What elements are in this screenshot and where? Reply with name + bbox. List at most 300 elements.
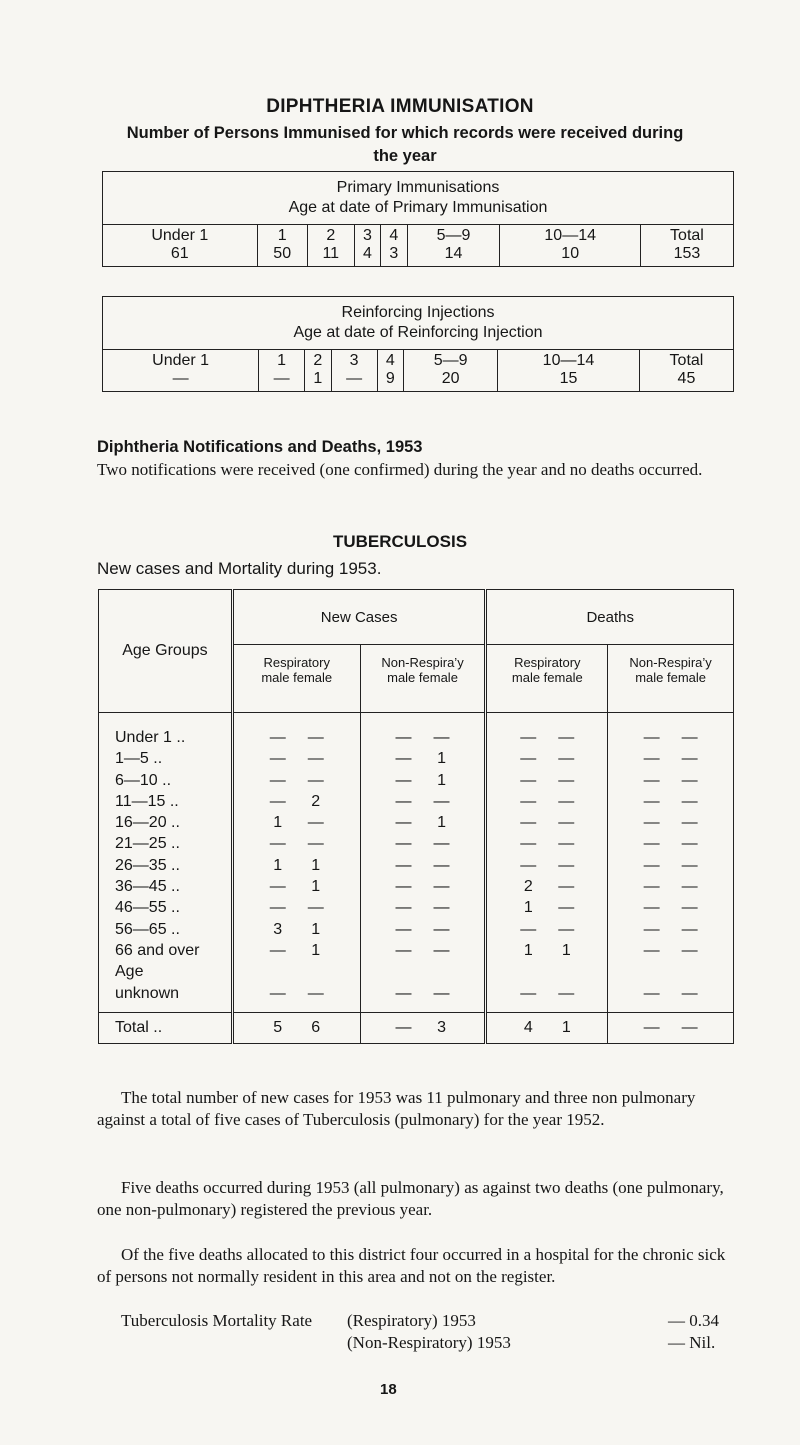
male-value: — — [520, 814, 537, 832]
female-value: 1 — [311, 920, 321, 938]
female-value: — — [681, 750, 698, 768]
primary-table-caption — [103, 172, 734, 225]
male-value: — — [269, 899, 286, 917]
table-row — [99, 983, 734, 1004]
male-female-pair — [487, 983, 607, 1004]
male-value: — — [269, 835, 286, 853]
subheader-label: Respiratory — [263, 655, 330, 670]
table-cell — [232, 897, 360, 918]
table-cell — [486, 727, 608, 748]
female-value: — — [307, 814, 324, 832]
table-cell — [608, 748, 734, 769]
subheader-sexes: male female — [635, 670, 706, 685]
table-cell — [232, 983, 360, 1004]
total-value: 4 — [523, 1018, 533, 1036]
table-cell — [608, 791, 734, 812]
caption-line: Age at date of Reinforcing Injection — [293, 324, 543, 341]
female-value: — — [681, 856, 698, 874]
table-cell — [608, 855, 734, 876]
table-cell — [486, 855, 608, 876]
table-cell — [486, 919, 608, 940]
deaths-resp-subheader — [486, 645, 608, 713]
table-row — [99, 940, 734, 961]
notifications-text: Two notifications were received (one confirmed) during the year and no deaths occurred. — [97, 460, 703, 479]
mortality-label: Tuberculosis Mortality Rate — [121, 1311, 313, 1330]
table-cell — [486, 940, 608, 961]
table-cell — [232, 791, 360, 812]
male-female-pair — [487, 876, 607, 897]
female-value: — — [681, 920, 698, 938]
male-female-pair — [234, 940, 360, 961]
table-cell — [360, 727, 486, 748]
female-value: — — [307, 899, 324, 917]
mortality-resp-value: — 0.34 — [668, 1311, 719, 1330]
male-female-pair — [608, 791, 733, 812]
total-cell — [360, 1012, 486, 1043]
male-value: — — [395, 920, 412, 938]
primary-header-row — [103, 225, 734, 246]
value-cell: 153 — [640, 245, 733, 267]
table-row — [99, 748, 734, 769]
table-row — [99, 897, 734, 918]
male-female-pair — [234, 833, 360, 854]
male-value: — — [643, 878, 660, 896]
mortality-nonresp-label: (Non-Respiratory) 1953 — [347, 1333, 511, 1352]
female-value: — — [681, 814, 698, 832]
male-value: — — [395, 729, 412, 746]
subheader-sexes: male female — [261, 670, 333, 685]
female-value: — — [558, 856, 575, 874]
male-value: — — [395, 899, 412, 917]
table-cell — [608, 961, 734, 982]
female-value: — — [681, 835, 698, 853]
age-groups-header: Age Groups — [99, 590, 233, 713]
male-female-pair — [487, 791, 607, 812]
female-value: 1 — [437, 771, 446, 789]
tuberculosis-subtitle: New cases and Mortality during 1953. — [97, 559, 382, 578]
male-female-pair — [487, 897, 607, 918]
female-value: — — [558, 878, 575, 896]
new-nonresp-subheader — [360, 645, 486, 713]
table-cell — [486, 748, 608, 769]
header-cell: 10—14 — [498, 350, 640, 371]
female-value: — — [433, 792, 450, 810]
male-female-pair — [608, 897, 733, 918]
table-cell — [232, 727, 360, 748]
male-value: — — [643, 771, 660, 789]
female-value: — — [558, 899, 575, 917]
male-female-pair — [361, 876, 485, 897]
deaths-nonresp-subheader — [608, 645, 734, 713]
male-female-pair — [487, 855, 607, 876]
male-value: — — [395, 941, 412, 959]
male-value: — — [395, 814, 412, 832]
subheader-label: Non-Respira’y — [629, 655, 712, 670]
table-cell — [360, 919, 486, 940]
female-value: — — [433, 899, 450, 917]
total-cell — [608, 1012, 734, 1043]
female-value: — — [307, 729, 324, 746]
male-female-pair — [234, 897, 360, 918]
total-value: 1 — [561, 1018, 571, 1036]
value-cell: 3 — [381, 245, 407, 267]
value-cell: 61 — [103, 245, 258, 267]
reinforcing-table-caption — [103, 297, 734, 350]
table-cell — [232, 876, 360, 897]
male-female-pair — [608, 833, 733, 854]
reinforcing-header-row — [103, 350, 734, 371]
male-female-pair — [234, 812, 360, 833]
table-cell — [232, 940, 360, 961]
male-female-pair — [608, 919, 733, 940]
male-value: — — [643, 856, 660, 874]
female-value: — — [558, 771, 575, 789]
header-cell: Under 1 — [103, 350, 259, 371]
value-cell: 45 — [639, 370, 733, 392]
page-number: 18 — [380, 1381, 397, 1398]
table-cell — [232, 812, 360, 833]
reinforcing-value-row — [103, 370, 734, 392]
table-cell — [608, 897, 734, 918]
male-female-pair — [487, 770, 607, 791]
tuberculosis-table — [98, 589, 734, 1044]
male-female-pair — [487, 812, 607, 833]
female-value: — — [558, 984, 575, 1002]
age-group-label: 36—45 .. — [99, 876, 233, 897]
female-value: 1 — [561, 941, 571, 959]
male-value: — — [520, 771, 537, 789]
female-value: — — [307, 984, 324, 1002]
male-value: — — [643, 920, 660, 938]
female-value: — — [681, 729, 698, 746]
table-cell — [608, 940, 734, 961]
age-group-label: 11—15 .. — [99, 791, 233, 812]
table-cell — [232, 919, 360, 940]
female-value: — — [307, 750, 324, 768]
male-value: 2 — [523, 878, 533, 896]
male-value: — — [520, 729, 537, 746]
table-cell — [232, 748, 360, 769]
female-value: — — [558, 729, 575, 746]
male-female-pair — [361, 770, 485, 791]
male-value: — — [269, 984, 286, 1002]
tuberculosis-total-row — [99, 1012, 734, 1043]
female-value: — — [681, 941, 698, 959]
subheader-label: Respiratory — [514, 655, 581, 670]
table-cell — [486, 812, 608, 833]
female-value: — — [433, 856, 450, 874]
table-cell — [486, 897, 608, 918]
male-female-pair — [487, 940, 607, 961]
female-value: 1 — [311, 878, 321, 896]
header-cell: 4 — [377, 350, 404, 371]
male-value: — — [395, 984, 412, 1002]
table-cell — [360, 812, 486, 833]
value-cell: — — [103, 370, 259, 392]
table-cell — [608, 983, 734, 1004]
table-cell — [486, 961, 608, 982]
female-value: — — [558, 750, 575, 768]
male-value: — — [520, 920, 537, 938]
male-value: 3 — [273, 920, 283, 938]
male-value: — — [395, 856, 412, 874]
female-value: — — [433, 878, 450, 896]
age-group-label: 21—25 .. — [99, 833, 233, 854]
male-value: — — [643, 814, 660, 832]
female-value: 2 — [311, 792, 321, 810]
male-female-pair — [487, 833, 607, 854]
female-value: 1 — [311, 941, 321, 959]
total-value: — — [643, 1018, 660, 1036]
table-cell — [232, 855, 360, 876]
male-female-pair — [608, 770, 733, 791]
caption-line: Age at date of Primary Immunisation — [288, 199, 548, 216]
female-value: — — [558, 792, 575, 810]
male-female-pair — [608, 983, 733, 1004]
table-cell — [486, 791, 608, 812]
male-value: — — [520, 835, 537, 853]
header-cell: 4 — [381, 225, 407, 246]
header-cell: 10—14 — [500, 225, 640, 246]
female-value: 1 — [437, 750, 446, 768]
age-group-label: Under 1 .. — [99, 727, 233, 748]
female-value: 1 — [311, 856, 321, 874]
table-row — [99, 919, 734, 940]
female-value: — — [433, 984, 450, 1002]
total-value: 5 — [273, 1018, 283, 1036]
male-female-pair — [608, 748, 733, 769]
primary-immunisation-table — [102, 171, 734, 267]
header-cell: 5—9 — [407, 225, 500, 246]
total-value: 6 — [311, 1018, 321, 1036]
table-cell — [360, 897, 486, 918]
table-cell — [486, 770, 608, 791]
table-row — [99, 812, 734, 833]
male-value: 1 — [273, 856, 283, 874]
male-value: — — [520, 792, 537, 810]
table-cell — [360, 961, 486, 982]
total-label: Total .. — [99, 1012, 233, 1043]
male-value: — — [520, 750, 537, 768]
age-group-label: 6—10 .. — [99, 770, 233, 791]
deaths-header: Deaths — [486, 590, 734, 645]
age-group-label: 66 and over — [99, 940, 233, 961]
tuberculosis-table-body — [99, 727, 734, 1004]
total-cell — [486, 1012, 608, 1043]
table-row — [99, 833, 734, 854]
male-value: — — [269, 941, 286, 959]
male-female-pair — [361, 791, 485, 812]
male-value: — — [395, 878, 412, 896]
male-value: 1 — [523, 941, 533, 959]
new-resp-subheader — [232, 645, 360, 713]
primary-value-row — [103, 245, 734, 267]
subheader-label: Non-Respira’y — [381, 655, 464, 670]
age-group-label: 16—20 .. — [99, 812, 233, 833]
table-cell — [486, 876, 608, 897]
male-value: — — [269, 729, 286, 746]
header-cell: Total — [639, 350, 733, 371]
header-cell: 1 — [259, 350, 305, 371]
male-value: — — [395, 771, 412, 789]
table-cell — [608, 876, 734, 897]
male-female-pair — [234, 770, 360, 791]
table-cell — [360, 770, 486, 791]
female-value: — — [681, 771, 698, 789]
paragraph-new-cases: The total number of new cases for 1953 was 11 pulmonary and three non pulmonary against a total of five cases of Tuberculosis (pulmonary) for the year 1952. — [97, 1088, 696, 1129]
total-value: — — [681, 1018, 698, 1036]
table-row — [99, 876, 734, 897]
male-female-pair — [234, 919, 360, 940]
male-female-pair — [361, 812, 485, 833]
age-group-label: 1—5 .. — [99, 748, 233, 769]
male-value: — — [643, 941, 660, 959]
paragraph-deaths-allocation: Of the five deaths allocated to this district four occurred in a hospital for the chronic sick of persons not normally resident in this area and not on the register. — [97, 1245, 726, 1286]
female-value: — — [558, 920, 575, 938]
table-cell — [608, 727, 734, 748]
male-female-pair — [234, 855, 360, 876]
male-value: — — [395, 792, 412, 810]
page-title: DIPHTHERIA IMMUNISATION — [266, 96, 534, 117]
total-value: — — [395, 1018, 412, 1036]
male-female-pair — [361, 897, 485, 918]
female-value: — — [681, 984, 698, 1002]
value-cell: — — [331, 370, 377, 392]
male-female-pair — [361, 748, 485, 769]
age-group-label: unknown — [99, 983, 233, 1004]
male-value: — — [395, 835, 412, 853]
page-subtitle: Number of Persons Immunised for which records were received during the year — [126, 124, 684, 165]
male-female-pair — [487, 748, 607, 769]
male-female-pair — [487, 727, 607, 748]
table-cell — [486, 983, 608, 1004]
female-value: — — [307, 835, 324, 853]
reinforcing-injection-table — [102, 296, 734, 392]
notifications-heading: Diphtheria Notifications and Deaths, 1953 — [97, 438, 423, 456]
subheader-sexes: male female — [511, 670, 583, 685]
male-value: — — [269, 750, 286, 768]
value-cell: — — [259, 370, 305, 392]
female-value: — — [307, 771, 324, 789]
value-cell: 9 — [377, 370, 404, 392]
male-female-pair — [234, 791, 360, 812]
table-cell — [360, 791, 486, 812]
male-value: — — [269, 878, 286, 896]
header-cell: Under 1 — [103, 225, 258, 246]
value-cell: 14 — [407, 245, 500, 267]
male-value: 1 — [523, 899, 533, 917]
male-female-pair — [234, 983, 360, 1004]
female-value: — — [558, 835, 575, 853]
header-cell: 5—9 — [404, 350, 498, 371]
female-value: — — [433, 729, 450, 746]
male-value: — — [643, 729, 660, 746]
male-female-pair — [234, 727, 360, 748]
table-cell — [232, 961, 360, 982]
caption-line: Reinforcing Injections — [341, 304, 495, 321]
paragraph-deaths: Five deaths occurred during 1953 (all pulmonary) as against two deaths (one pulmonary, one non-pulmonary) registered the previous year. — [97, 1178, 724, 1219]
male-female-pair — [234, 876, 360, 897]
value-cell: 20 — [404, 370, 498, 392]
header-cell: 3 — [331, 350, 377, 371]
table-cell — [360, 833, 486, 854]
male-value: — — [520, 984, 537, 1002]
male-value: 1 — [273, 814, 283, 832]
header-cell: 2 — [307, 225, 354, 246]
male-female-pair — [234, 748, 360, 769]
female-value: — — [433, 835, 450, 853]
male-value: — — [395, 750, 412, 768]
male-value: — — [269, 792, 286, 810]
table-row — [99, 727, 734, 748]
mortality-nonresp-value: — Nil. — [668, 1333, 716, 1352]
table-row — [99, 791, 734, 812]
female-value: — — [681, 792, 698, 810]
male-female-pair — [608, 812, 733, 833]
male-value: — — [643, 984, 660, 1002]
subheader-sexes: male female — [387, 670, 458, 685]
male-value: — — [643, 899, 660, 917]
table-cell — [486, 833, 608, 854]
tuberculosis-title: TUBERCULOSIS — [332, 532, 468, 551]
female-value: 1 — [437, 814, 446, 832]
male-female-pair — [487, 919, 607, 940]
table-row — [99, 961, 734, 982]
male-value: — — [643, 750, 660, 768]
value-cell: 11 — [307, 245, 354, 267]
male-female-pair — [361, 727, 485, 748]
table-cell — [360, 876, 486, 897]
male-female-pair — [608, 940, 733, 961]
female-value: — — [433, 941, 450, 959]
male-female-pair — [361, 940, 485, 961]
female-value: — — [558, 814, 575, 832]
male-female-pair — [361, 855, 485, 876]
table-row — [99, 855, 734, 876]
male-female-pair — [361, 983, 485, 1004]
header-cell: 2 — [305, 350, 332, 371]
value-cell: 1 — [305, 370, 332, 392]
table-cell — [608, 919, 734, 940]
table-cell — [232, 770, 360, 791]
caption-line: Primary Immunisations — [336, 179, 500, 196]
male-value: — — [643, 792, 660, 810]
age-group-label: 46—55 .. — [99, 897, 233, 918]
table-cell — [608, 770, 734, 791]
table-cell — [608, 812, 734, 833]
male-female-pair — [608, 727, 733, 748]
female-value: — — [681, 899, 698, 917]
value-cell: 10 — [500, 245, 640, 267]
table-cell — [360, 940, 486, 961]
male-value: — — [269, 771, 286, 789]
male-female-pair — [361, 833, 485, 854]
table-cell — [608, 833, 734, 854]
total-cell — [232, 1012, 360, 1043]
value-cell: 50 — [257, 245, 307, 267]
mortality-resp-label: (Respiratory) 1953 — [347, 1311, 476, 1330]
age-group-label: 26—35 .. — [99, 855, 233, 876]
male-value: — — [520, 856, 537, 874]
female-value: — — [681, 878, 698, 896]
male-value: — — [643, 835, 660, 853]
value-cell: 15 — [498, 370, 640, 392]
female-value: — — [433, 920, 450, 938]
table-cell — [360, 855, 486, 876]
table-row — [99, 770, 734, 791]
header-cell: Total — [640, 225, 733, 246]
value-cell: 4 — [354, 245, 380, 267]
